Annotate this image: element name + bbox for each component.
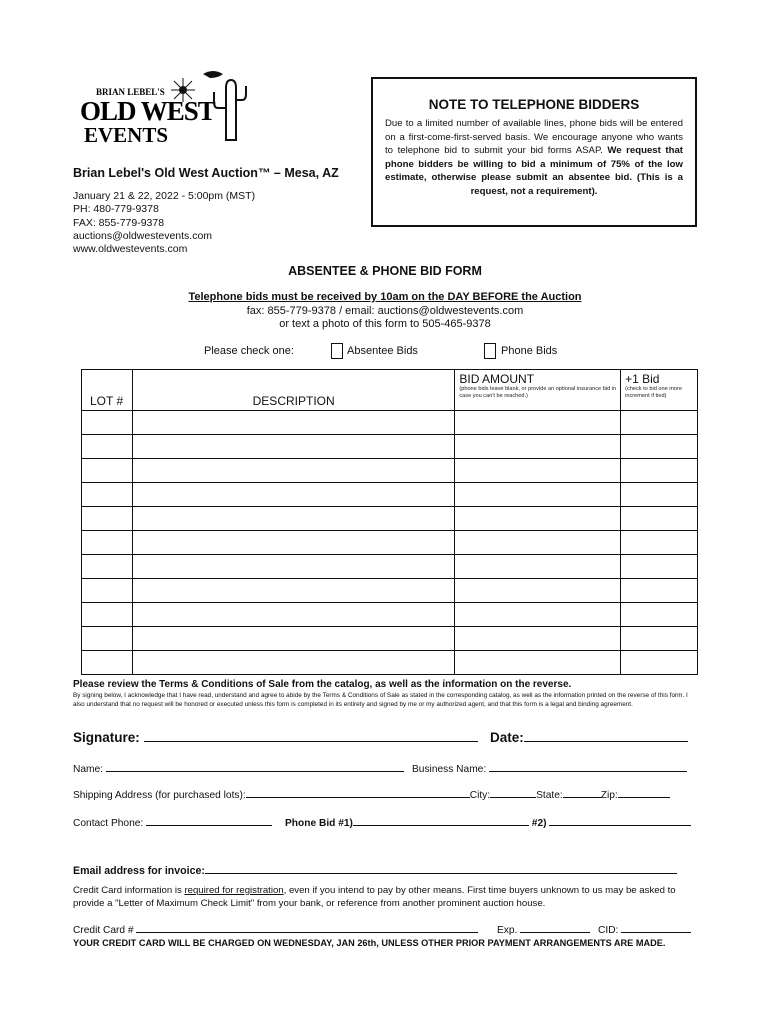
lot-cell[interactable] bbox=[82, 483, 133, 507]
description-cell[interactable] bbox=[132, 555, 454, 579]
date-row bbox=[490, 729, 688, 747]
table-row bbox=[82, 579, 698, 603]
lot-cell[interactable] bbox=[82, 507, 133, 531]
lot-cell[interactable] bbox=[82, 579, 133, 603]
phone-number: PH: 480-779-9378 bbox=[73, 203, 159, 216]
text-photo-text: or text a photo of this form to 505-465-9378 bbox=[279, 318, 491, 330]
org-title: Brian Lebel's Old West Auction™ – Mesa, AZ bbox=[73, 166, 339, 180]
deadline-text: Telephone bids must be received by 10am on the DAY BEFORE the Auction bbox=[188, 291, 582, 303]
absentee-checkbox[interactable] bbox=[331, 343, 343, 362]
notice-body bbox=[385, 117, 683, 199]
table-row bbox=[82, 459, 698, 483]
business-row bbox=[412, 761, 687, 775]
credit-card-info bbox=[73, 884, 698, 910]
contact-phone-field[interactable] bbox=[146, 815, 272, 826]
description-cell[interactable] bbox=[132, 531, 454, 555]
cid-label: CID: bbox=[598, 925, 619, 936]
logo-text-mid: OLD WEST bbox=[80, 96, 215, 126]
col-bid-label: BID AMOUNT bbox=[459, 372, 535, 386]
lot-cell[interactable] bbox=[82, 555, 133, 579]
lot-cell[interactable] bbox=[82, 627, 133, 651]
phone-row bbox=[73, 815, 272, 829]
check-prompt: Please check one: bbox=[204, 345, 294, 357]
plus-bid-cell[interactable] bbox=[621, 603, 698, 627]
description-cell[interactable] bbox=[132, 459, 454, 483]
bid-cell[interactable] bbox=[455, 507, 621, 531]
cid-field[interactable] bbox=[621, 922, 691, 933]
lot-cell[interactable] bbox=[82, 459, 133, 483]
bid-cell[interactable] bbox=[455, 411, 621, 435]
lot-cell[interactable] bbox=[82, 411, 133, 435]
phone-label: Phone Bids bbox=[501, 345, 558, 357]
terms-heading: Please review the Terms & Conditions of Sale from the catalog, as well as the information on the reverse. bbox=[73, 679, 572, 690]
lot-cell[interactable] bbox=[82, 531, 133, 555]
state-field[interactable] bbox=[563, 787, 601, 798]
city-label: City: bbox=[469, 790, 491, 801]
absentee-label: Absentee Bids bbox=[347, 345, 418, 357]
col-bid-amount bbox=[455, 370, 621, 411]
description-cell[interactable] bbox=[132, 483, 454, 507]
name-row bbox=[73, 761, 404, 775]
signature-row bbox=[73, 729, 478, 747]
description-cell[interactable] bbox=[132, 507, 454, 531]
zip-label: Zip: bbox=[600, 790, 618, 801]
exp-field[interactable] bbox=[520, 922, 590, 933]
shipping-row bbox=[73, 787, 670, 801]
terms-body: By signing below, I acknowledge that I have read, understand and agree to abide by the Terms & Conditions of Sale as stated in the corresponding catalog, as well as the information printed on the reverse of this form. I also understand that no request will be honored or executed unless this form is completed in its entirety and signed by me or my authorized agent, and that this form is a legal and binding agreement. bbox=[73, 692, 688, 708]
lot-cell[interactable] bbox=[82, 435, 133, 459]
description-cell[interactable] bbox=[132, 627, 454, 651]
col-description: DESCRIPTION bbox=[132, 370, 454, 411]
exp-row bbox=[497, 922, 590, 936]
description-cell[interactable] bbox=[132, 603, 454, 627]
table-row bbox=[82, 603, 698, 627]
bid-cell[interactable] bbox=[455, 603, 621, 627]
logo-graphic bbox=[78, 68, 248, 148]
name-field[interactable] bbox=[106, 761, 404, 772]
phone-bid1-field[interactable] bbox=[353, 815, 529, 826]
table-row bbox=[82, 411, 698, 435]
email-address: auctions@oldwestevents.com bbox=[73, 229, 213, 242]
notice-body-plain: Due to a limited number of available lines, phone bids will be entered on a first-come-first-served basis. We encourage anyone who wants to telephone bid to submit your bid forms ASAP. bbox=[385, 118, 683, 157]
credit-card-row bbox=[73, 922, 478, 936]
date-field[interactable] bbox=[524, 731, 688, 742]
website: www.oldwestevents.com bbox=[73, 243, 188, 256]
plus-bid-cell[interactable] bbox=[621, 411, 698, 435]
logo-text-bottom: EVENTS bbox=[84, 123, 169, 147]
col-lot: LOT # bbox=[82, 370, 133, 411]
business-label: Business Name: bbox=[412, 764, 487, 775]
email-field[interactable] bbox=[205, 863, 677, 874]
col-bid-note: (phone bids leave blank, or provide an optional insurance bid in case you can't be reached.) bbox=[459, 386, 617, 399]
col-plus-bid bbox=[621, 370, 698, 411]
bid-cell[interactable] bbox=[455, 459, 621, 483]
card-number-field[interactable] bbox=[136, 922, 478, 933]
phone-checkbox[interactable] bbox=[484, 343, 496, 362]
contact-text: fax: 855-779-9378 / email: auctions@oldwestevents.com bbox=[246, 304, 524, 317]
cc-info-required: required for registration bbox=[184, 885, 284, 896]
cid-row bbox=[598, 922, 691, 936]
shipping-field[interactable] bbox=[246, 787, 470, 798]
notice-title: NOTE TO TELEPHONE BIDDERS bbox=[428, 97, 640, 112]
plus-bid-cell[interactable] bbox=[621, 483, 698, 507]
table-row bbox=[82, 651, 698, 675]
lot-cell[interactable] bbox=[82, 603, 133, 627]
table-row bbox=[82, 435, 698, 459]
bid-cell[interactable] bbox=[455, 651, 621, 675]
plus-bid-cell[interactable] bbox=[621, 435, 698, 459]
description-cell[interactable] bbox=[132, 651, 454, 675]
bid-cell[interactable] bbox=[455, 483, 621, 507]
plus-bid-cell[interactable] bbox=[621, 651, 698, 675]
col-plus-label: +1 Bid bbox=[625, 372, 660, 386]
table-row bbox=[82, 555, 698, 579]
plus-bid-cell[interactable] bbox=[621, 579, 698, 603]
bid-cell[interactable] bbox=[455, 579, 621, 603]
phone-bid1-label: Phone Bid #1) bbox=[285, 818, 353, 829]
state-label: State: bbox=[536, 790, 563, 801]
signature-label: Signature: bbox=[73, 730, 140, 745]
notice-body-bold: We request that phone bidders be willing to bid a minimum of 75% of the low estimate, otherwise please submit an absentee bid. (This is a request, not a requirement). bbox=[385, 145, 684, 197]
email-label: Email address for invoice: bbox=[73, 865, 205, 877]
zip-field[interactable] bbox=[618, 787, 670, 798]
plus-bid-cell[interactable] bbox=[621, 459, 698, 483]
exp-label: Exp. bbox=[497, 925, 518, 936]
card-label: Credit Card # bbox=[73, 925, 134, 936]
table-row bbox=[82, 507, 698, 531]
logo-text-top: BRIAN LEBEL'S bbox=[96, 87, 165, 97]
charge-notice: YOUR CREDIT CARD WILL BE CHARGED ON WEDNESDAY, JAN 26th, UNLESS OTHER PRIOR PAYMENT ARRANGEMENTS ARE MADE. bbox=[73, 938, 666, 948]
phone-bid-row bbox=[285, 815, 691, 829]
plus-bid-cell[interactable] bbox=[621, 507, 698, 531]
description-cell[interactable] bbox=[132, 579, 454, 603]
form-instructions bbox=[0, 291, 770, 332]
phone-bid2-label: #2) bbox=[531, 818, 547, 829]
name-label: Name: bbox=[73, 764, 104, 775]
plus-bid-cell[interactable] bbox=[621, 627, 698, 651]
cc-info-b: , even if you intend to pay by other means. First time buyers unknown to us may be asked to provide a "Letter of Maximum Check Limit" from your bank, or reference from another prominent auction house. bbox=[73, 885, 676, 909]
lot-cell[interactable] bbox=[82, 651, 133, 675]
org-contact-info bbox=[73, 190, 255, 256]
plus-bid-cell[interactable] bbox=[621, 531, 698, 555]
date-label: Date: bbox=[490, 730, 524, 745]
description-cell[interactable] bbox=[132, 411, 454, 435]
business-field[interactable] bbox=[489, 761, 687, 772]
email-row bbox=[73, 863, 677, 877]
bid-table bbox=[81, 369, 698, 675]
table-row bbox=[82, 531, 698, 555]
auction-date: January 21 & 22, 2022 - 5:00pm (MST) bbox=[73, 190, 256, 202]
fax-number: FAX: 855-779-9378 bbox=[73, 216, 165, 229]
phone-label: Contact Phone: bbox=[73, 818, 144, 829]
bid-cell[interactable] bbox=[455, 435, 621, 459]
table-row bbox=[82, 627, 698, 651]
col-plus-note: (check to bid one more increment if tied) bbox=[625, 386, 682, 399]
bid-cell[interactable] bbox=[455, 531, 621, 555]
plus-bid-cell[interactable] bbox=[621, 555, 698, 579]
form-title: ABSENTEE & PHONE BID FORM bbox=[288, 264, 482, 278]
bid-cell[interactable] bbox=[455, 555, 621, 579]
cc-info-a: Credit Card information is bbox=[73, 885, 185, 896]
table-row bbox=[82, 483, 698, 507]
old-west-events-logo bbox=[78, 68, 248, 148]
table-header-row bbox=[82, 370, 698, 411]
city-field[interactable] bbox=[490, 787, 536, 798]
telephone-bidders-notice bbox=[371, 77, 697, 227]
bid-cell[interactable] bbox=[455, 627, 621, 651]
description-cell[interactable] bbox=[132, 435, 454, 459]
signature-field[interactable] bbox=[144, 731, 478, 742]
shipping-label: Shipping Address (for purchased lots): bbox=[73, 790, 246, 801]
phone-bid2-field[interactable] bbox=[549, 815, 691, 826]
